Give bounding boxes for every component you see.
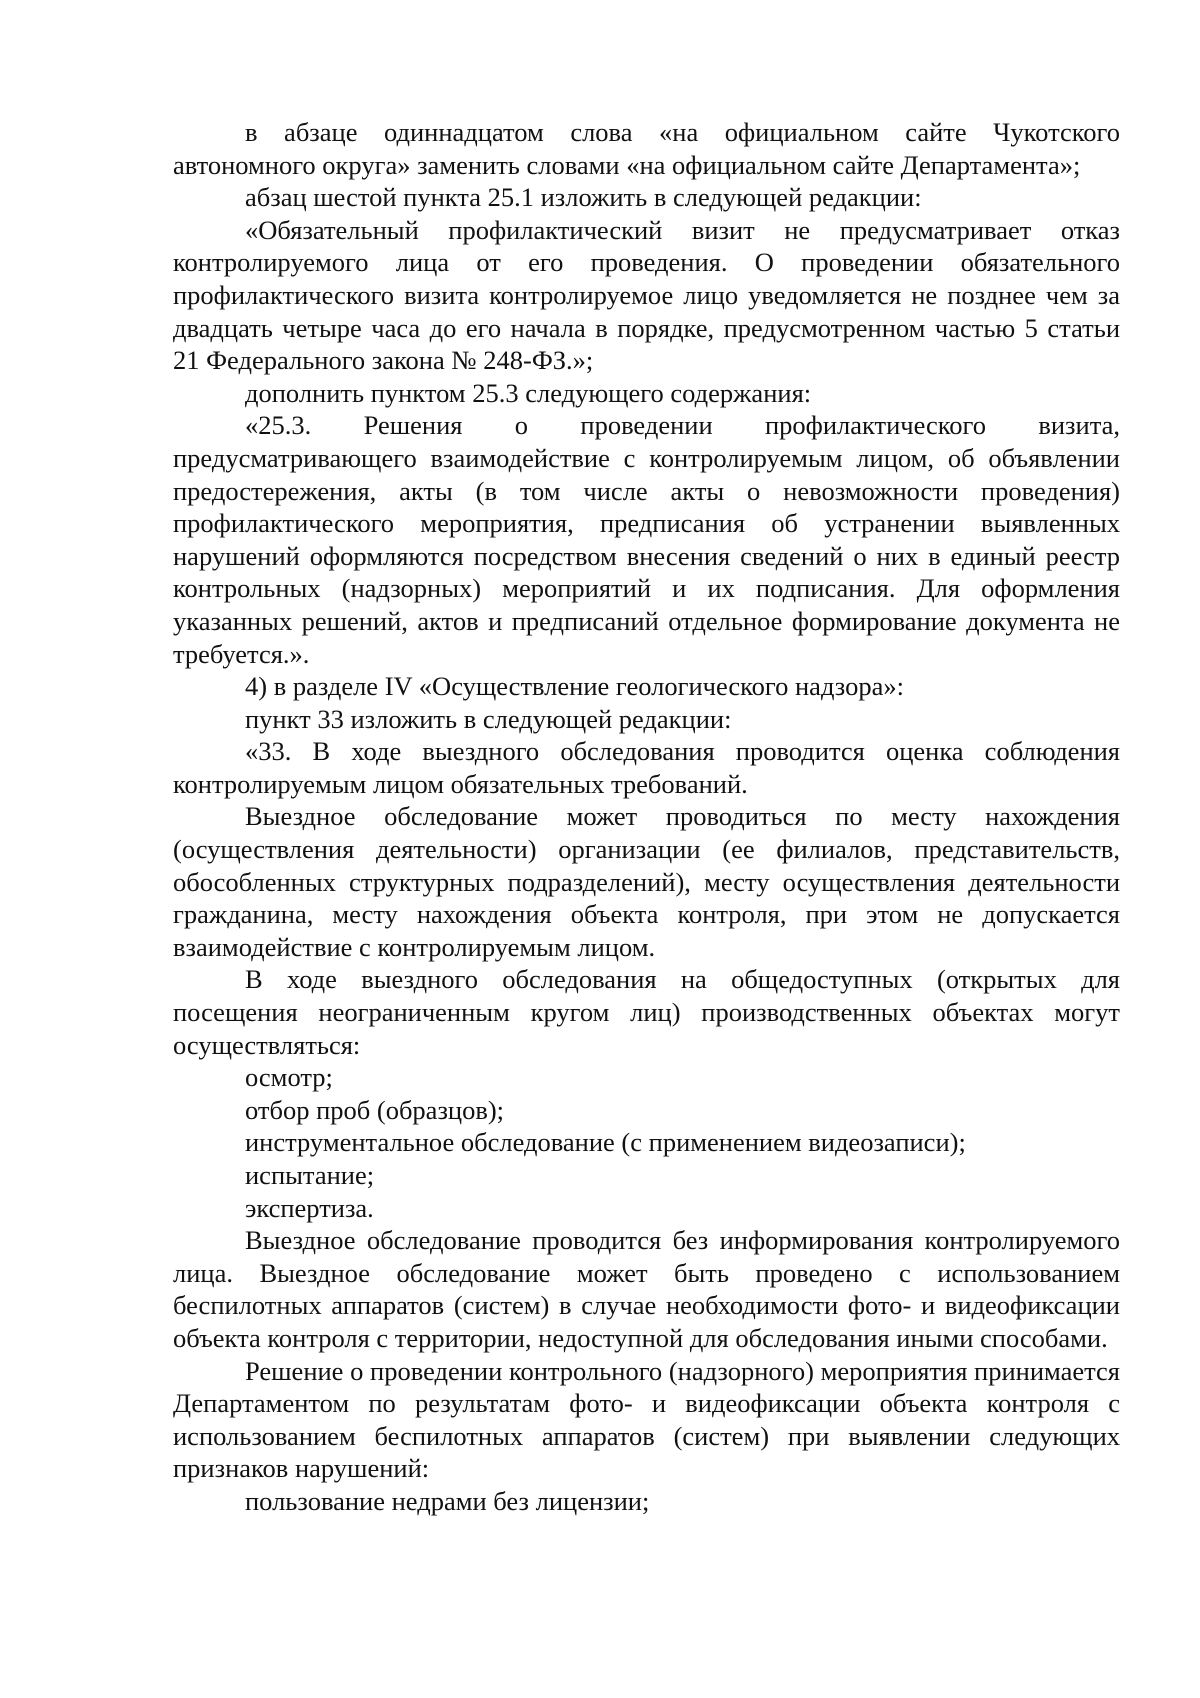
paragraph-decision: Решение о проведении контрольного (надзорного) мероприятия принимается Департаментом по результатам фото- и видеофиксации объекта контроля с использованием беспилотных аппаратов (систем) при выявлении следующих признаков нарушений: bbox=[173, 1355, 1120, 1484]
paragraph-item-33: «33. В ходе выездного обследования проводится оценка соблюдения контролируемым лицом обязательных требований. bbox=[173, 736, 1120, 799]
list-item-expertise: экспертиза. bbox=[245, 1192, 374, 1223]
paragraph-item-33-intro: пункт 33 изложить в следующей редакции: bbox=[245, 703, 732, 734]
paragraph-no-notification: Выездное обследование проводится без информирования контролируемого лица. Выездное обследование может быть проведено с использованием беспилотных аппаратов (систем) в случае необходимости фото- и видеофиксации объекта контроля с территории, недоступной для обследования иными способами. bbox=[173, 1225, 1120, 1353]
list-item-instrumental: инструментальное обследование (с применением видеозаписи); bbox=[245, 1127, 966, 1158]
paragraph-clause-eleven: в абзаце одиннадцатом слова «на официальном сайте Чукотского автономного округа» заменить словами «на официальном сайте Департамента»; bbox=[173, 117, 1120, 180]
document-page bbox=[173, 116, 1120, 1518]
list-item-inspection: осмотр; bbox=[245, 1062, 333, 1093]
paragraph-mandatory-visit: «Обязательный профилактический визит не предусматривает отказ контролируемого лица от его проведения. О проведении обязательного профилактического визита контролируемое лицо уведомляется не позднее чем за двадцать четыре часа до его начала в порядке, предусмотренном частью 5 статьи 21 Федерального закона № 248-ФЗ.»; bbox=[173, 214, 1120, 376]
paragraph-item-25-3: «25.3. Решения о проведении профилактического визита, предусматривающего взаимодействие с контролируемым лицом, об объявлении предостережения, акты (в том числе акты о невозможности проведения) профилактического мероприятия, предписания об устранении выявленных нарушений оформляются посредством внесения сведений о них в единый реестр контрольных (надзорных) мероприятий и их подписания. Для оформления указанных решений, актов и предписаний отдельное формирование документа не требуется.». bbox=[173, 410, 1120, 669]
paragraph-item-25-3-intro: дополнить пунктом 25.3 следующего содержания: bbox=[245, 377, 812, 408]
list-item-no-license: пользование недрами без лицензии; bbox=[245, 1485, 650, 1516]
paragraph-inspection-location: Выездное обследование может проводиться по месту нахождения (осуществления деятельности) организации (ее филиалов, представительств, обособленных структурных подразделений), месту осуществления деятельности гражданина, месту нахождения объекта контроля, при этом не допускается взаимодействие с контролируемым лицом. bbox=[173, 801, 1120, 962]
paragraph-section-iv: 4) в разделе IV «Осуществление геологического надзора»: bbox=[245, 671, 904, 702]
paragraph-item-25-1-intro: абзац шестой пункта 25.1 изложить в следующей редакции: bbox=[245, 182, 922, 213]
list-item-sampling: отбор проб (образцов); bbox=[245, 1094, 505, 1125]
list-item-testing: испытание; bbox=[245, 1160, 375, 1190]
paragraph-inspection-actions-intro: В ходе выездного обследования на общедоступных (открытых для посещения неограниченным кругом лиц) производственных объектах могут осуществляться: bbox=[173, 964, 1120, 1060]
